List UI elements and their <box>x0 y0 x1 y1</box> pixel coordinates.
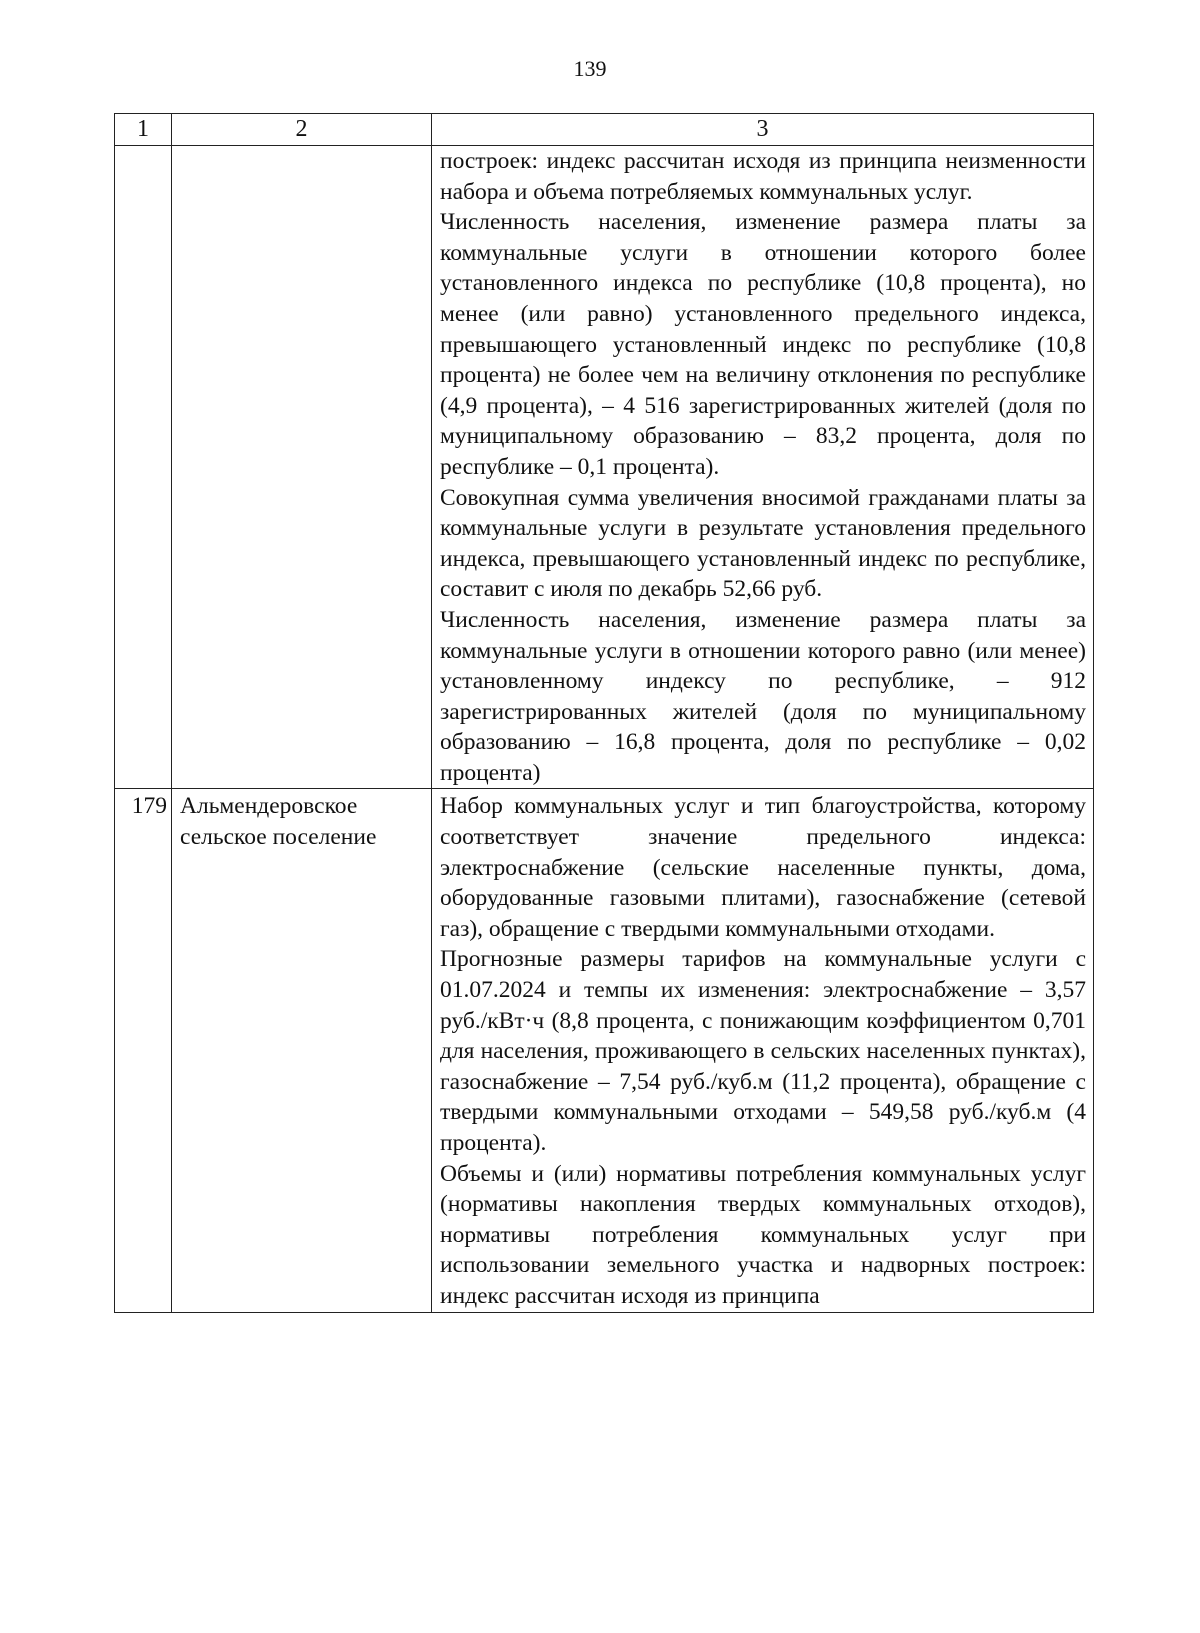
paragraph: Набор коммунальных услуг и тип благоустройства, которому соответствует значение предельного индекса: электроснабжение (сельские населенные пункты, дома, оборудованные газовыми плитами), газоснабжение (сетевой газ), обращение с твердыми коммунальными отходами. <box>440 793 1086 942</box>
description-cell <box>432 789 1094 1312</box>
table-header-row <box>115 114 1094 146</box>
description-cell <box>432 146 1094 789</box>
paragraph: Объемы и (или) нормативы потребления коммунальных услуг (нормативы накопления твердых коммунальных отходов), нормативы потребления коммунальных услуг при использовании земельного участка и надворных построек: индекс рассчитан исходя из принципа <box>440 1160 1086 1309</box>
table-row <box>115 789 1094 1312</box>
municipality-name <box>172 146 432 789</box>
tariff-table <box>114 113 1094 1313</box>
municipality-name: Альмендеровское сельское поселение <box>172 789 432 1312</box>
header-cell-2: 2 <box>172 114 432 146</box>
paragraph: Численность населения, изменение размера платы за коммунальные услуги в отношении которого равно (или менее) установленному индексу по республике, – 912 зарегистрированных жителей (доля по муниципальному образованию – 16,8 процента, доля по республике – 0,02 процента) <box>440 606 1086 786</box>
page-number: 139 <box>573 56 607 81</box>
header-cell-1: 1 <box>115 114 172 146</box>
table-row <box>115 146 1094 789</box>
header-cell-3: 3 <box>432 114 1094 146</box>
row-number <box>115 146 172 789</box>
paragraph: Прогнозные размеры тарифов на коммунальные услуги с 01.07.2024 и темпы их изменения: электроснабжение – 3,57 руб./кВт·ч (8,8 процента, с понижающим коэффициентом 0,701 для населения, проживающего в сельских населенных пунктах), газоснабжение – 7,54 руб./куб.м (11,2 процента), обращение с твердыми коммунальными отходами – 549,58 руб./куб.м (4 процента). <box>440 946 1086 1156</box>
row-number: 179 <box>115 789 172 1312</box>
paragraph: построек: индекс рассчитан исходя из принципа неизменности набора и объема потребляемых коммунальных услуг. <box>440 148 1086 205</box>
paragraph: Совокупная сумма увеличения вносимой гражданами платы за коммунальные услуги в результате установления предельного индекса, превышающего установленный индекс по республике, составит с июля по декабрь 52,66 руб. <box>440 484 1086 603</box>
paragraph: Численность населения, изменение размера платы за коммунальные услуги в отношении которого более установленного индекса по республике (10,8 процента), но менее (или равно) установленного предельного индекса, превышающего установленный индекс по республике (10,8 процента) не более чем на величину отклонения по республике (4,9 процента), – 4 516 зарегистрированных жителей (доля по муниципальному образованию – 83,2 процента, доля по республике – 0,1 процента). <box>440 209 1086 480</box>
